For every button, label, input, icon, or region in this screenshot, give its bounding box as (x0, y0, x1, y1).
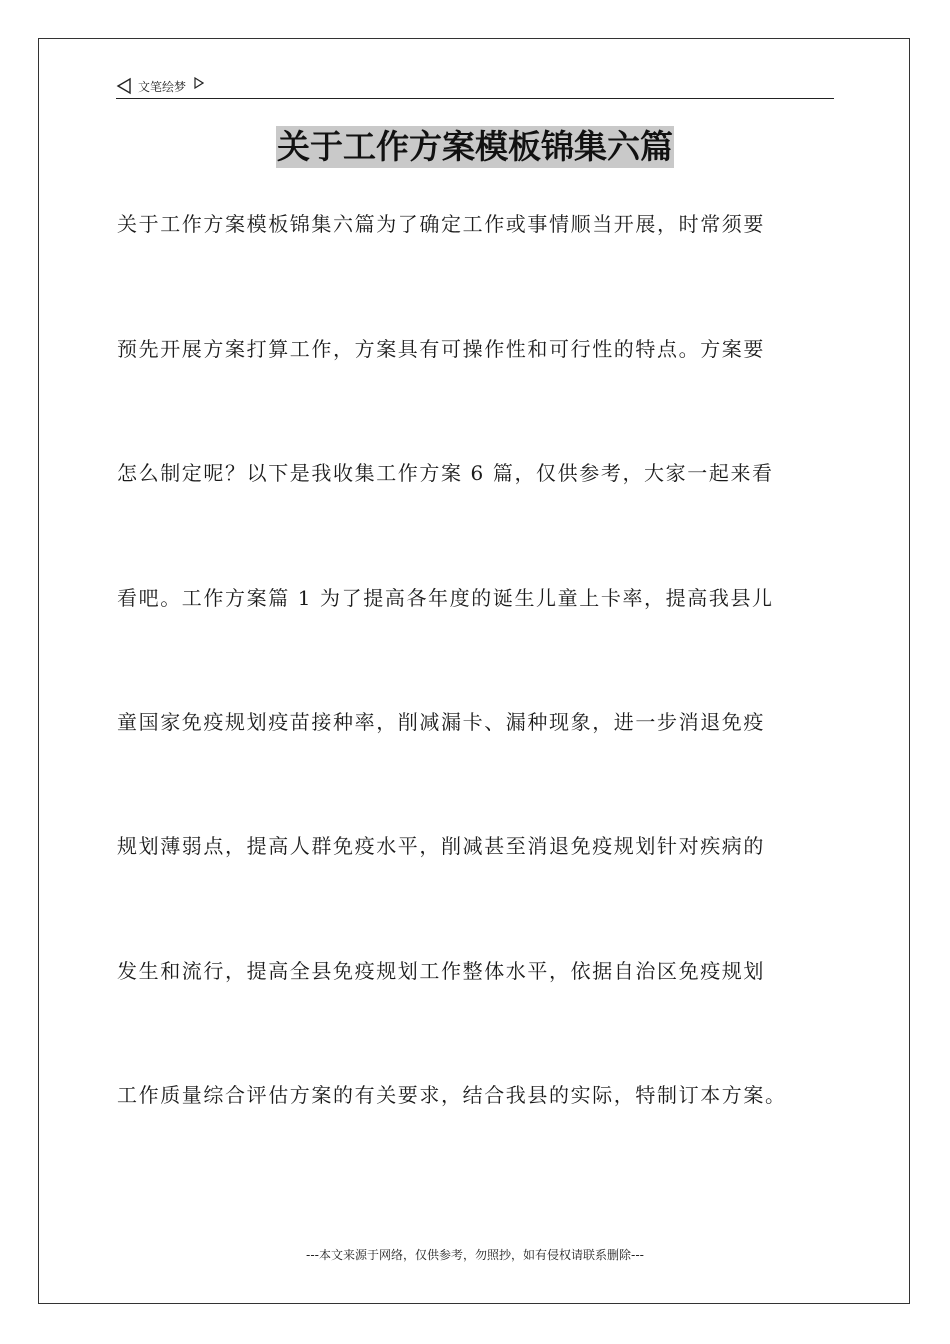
body-line: 关于工作方案模板锦集六篇为了确定工作或事情顺当开展，时常须要 (117, 212, 765, 236)
body-line: 童国家免疫规划疫苗接种率，削减漏卡、漏种现象，进一步消退免疫 (117, 710, 765, 734)
document-title: 关于工作方案模板锦集六篇 (277, 127, 673, 166)
left-triangle-icon (116, 77, 132, 95)
body-line: 规划薄弱点，提高人群免疫水平，削减甚至消退免疫规划针对疾病的 (117, 834, 765, 858)
footer-notice: ---本文来源于网络，仅供参考，勿照抄，如有侵权请联系删除--- (306, 1248, 644, 1262)
header-brand: 文笔绘梦 (138, 79, 187, 94)
right-triangle-icon (194, 77, 204, 89)
body-line: 预先开展方案打算工作，方案具有可操作性和可行性的特点。方案要 (117, 337, 765, 361)
body-line: 工作质量综合评估方案的有关要求，结合我县的实际，特制订本方案。 (117, 1083, 787, 1107)
document-title-wrap (0, 126, 950, 168)
body-line: 怎么制定呢？以下是我收集工作方案 6 篇，仅供参考，大家一起来看 (117, 461, 774, 485)
body-line: 看吧。工作方案篇 1 为了提高各年度的诞生儿童上卡率，提高我县儿 (117, 586, 774, 610)
body-line: 发生和流行，提高全县免疫规划工作整体水平，依据自治区免疫规划 (117, 959, 765, 983)
page-header (116, 74, 834, 99)
